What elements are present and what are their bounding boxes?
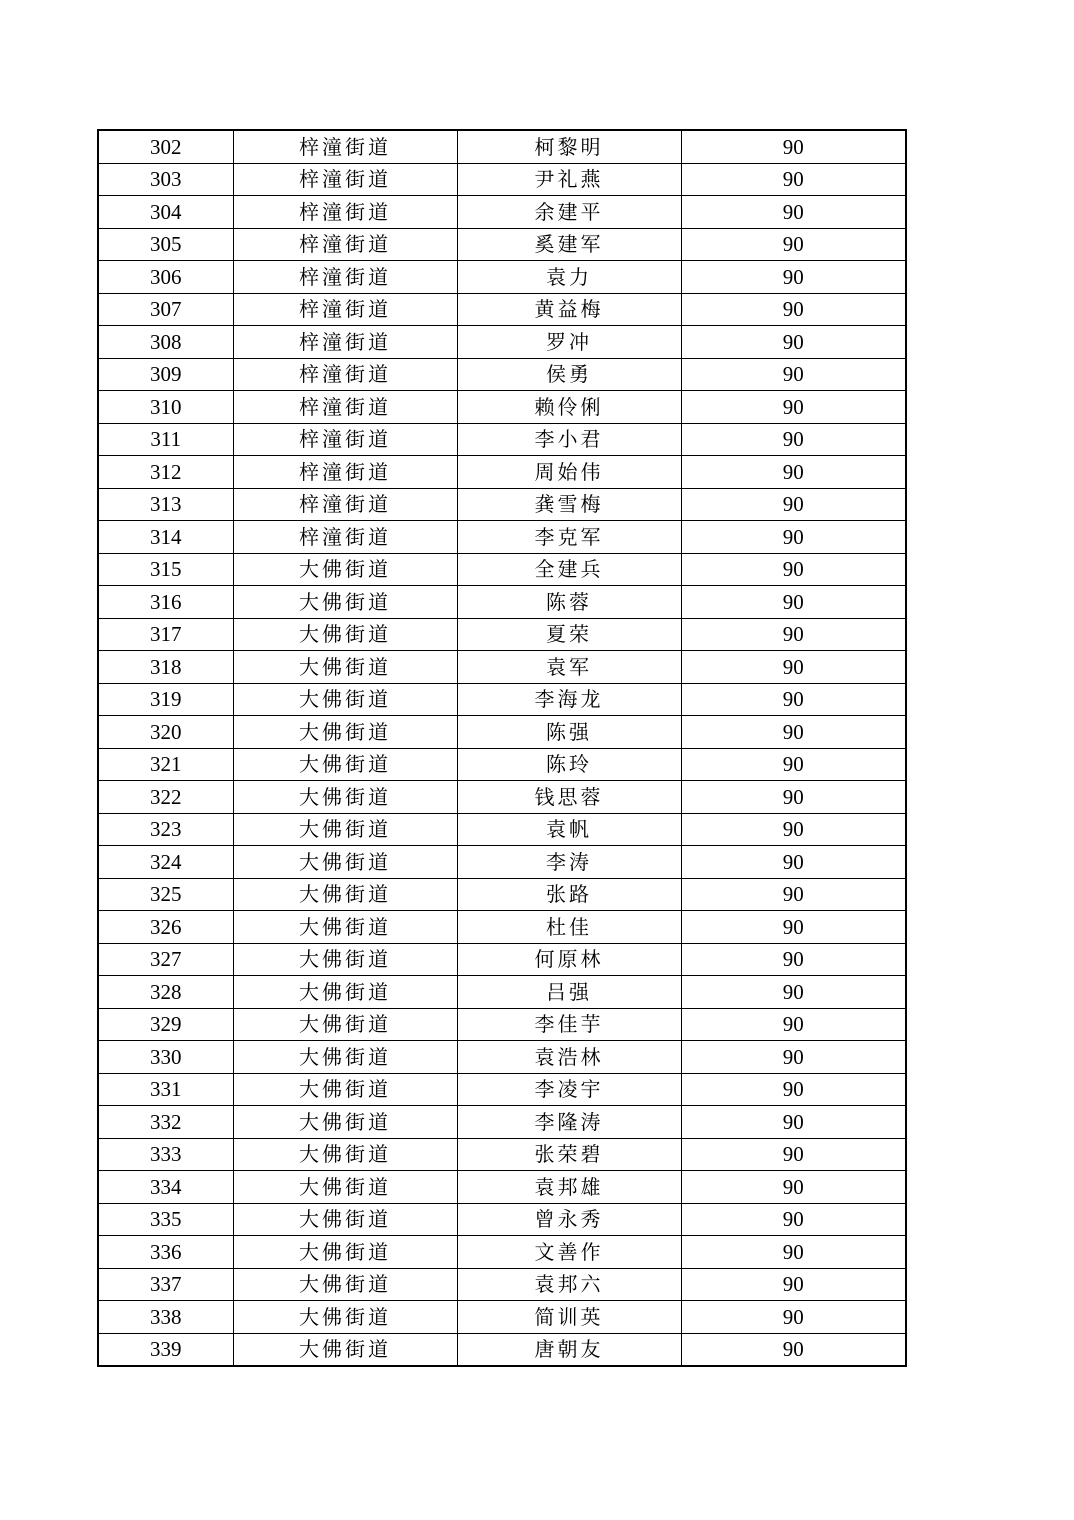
- score-cell: 90: [681, 1268, 906, 1301]
- person-name-cell: 曾永秀: [457, 1203, 681, 1236]
- person-name-cell: 简训英: [457, 1301, 681, 1334]
- row-number-cell: 305: [98, 228, 233, 261]
- row-number-cell: 329: [98, 1008, 233, 1041]
- street-cell: 大佛街道: [233, 748, 457, 781]
- person-name-cell: 袁邦六: [457, 1268, 681, 1301]
- person-name-cell: 钱思蓉: [457, 781, 681, 814]
- street-cell: 大佛街道: [233, 1073, 457, 1106]
- street-cell: 大佛街道: [233, 1041, 457, 1074]
- person-name-cell: 袁帆: [457, 813, 681, 846]
- score-cell: 90: [681, 1171, 906, 1204]
- street-cell: 大佛街道: [233, 813, 457, 846]
- person-name-cell: 罗冲: [457, 326, 681, 359]
- score-cell: 90: [681, 196, 906, 229]
- person-name-cell: 侯勇: [457, 358, 681, 391]
- row-number-cell: 311: [98, 423, 233, 456]
- row-number-cell: 304: [98, 196, 233, 229]
- roster-table: [97, 129, 907, 1367]
- row-number-cell: 306: [98, 261, 233, 294]
- table-row: [98, 358, 906, 391]
- person-name-cell: 袁浩林: [457, 1041, 681, 1074]
- score-cell: 90: [681, 228, 906, 261]
- table-row: [98, 943, 906, 976]
- street-cell: 大佛街道: [233, 1333, 457, 1366]
- row-number-cell: 339: [98, 1333, 233, 1366]
- person-name-cell: 周始伟: [457, 456, 681, 489]
- score-cell: 90: [681, 651, 906, 684]
- table-row: [98, 196, 906, 229]
- roster-table-body: [98, 130, 906, 1366]
- row-number-cell: 330: [98, 1041, 233, 1074]
- table-row: [98, 683, 906, 716]
- score-cell: 90: [681, 326, 906, 359]
- row-number-cell: 309: [98, 358, 233, 391]
- street-cell: 大佛街道: [233, 683, 457, 716]
- street-cell: 大佛街道: [233, 911, 457, 944]
- person-name-cell: 李涛: [457, 846, 681, 879]
- person-name-cell: 赖伶俐: [457, 391, 681, 424]
- row-number-cell: 324: [98, 846, 233, 879]
- street-cell: 大佛街道: [233, 586, 457, 619]
- person-name-cell: 柯黎明: [457, 130, 681, 163]
- street-cell: 大佛街道: [233, 878, 457, 911]
- street-cell: 梓潼街道: [233, 423, 457, 456]
- score-cell: 90: [681, 1138, 906, 1171]
- person-name-cell: 李隆涛: [457, 1106, 681, 1139]
- street-cell: 大佛街道: [233, 618, 457, 651]
- table-row: [98, 1333, 906, 1366]
- row-number-cell: 312: [98, 456, 233, 489]
- score-cell: 90: [681, 456, 906, 489]
- score-cell: 90: [681, 293, 906, 326]
- person-name-cell: 袁邦雄: [457, 1171, 681, 1204]
- row-number-cell: 315: [98, 553, 233, 586]
- row-number-cell: 302: [98, 130, 233, 163]
- score-cell: 90: [681, 521, 906, 554]
- street-cell: 梓潼街道: [233, 358, 457, 391]
- street-cell: 大佛街道: [233, 1236, 457, 1269]
- score-cell: 90: [681, 163, 906, 196]
- street-cell: 大佛街道: [233, 1138, 457, 1171]
- row-number-cell: 336: [98, 1236, 233, 1269]
- score-cell: 90: [681, 553, 906, 586]
- person-name-cell: 余建平: [457, 196, 681, 229]
- street-cell: 梓潼街道: [233, 130, 457, 163]
- score-cell: 90: [681, 683, 906, 716]
- street-cell: 梓潼街道: [233, 196, 457, 229]
- table-row: [98, 651, 906, 684]
- table-row: [98, 586, 906, 619]
- table-row: [98, 228, 906, 261]
- person-name-cell: 袁力: [457, 261, 681, 294]
- street-cell: 大佛街道: [233, 943, 457, 976]
- score-cell: 90: [681, 911, 906, 944]
- table-row: [98, 1106, 906, 1139]
- row-number-cell: 316: [98, 586, 233, 619]
- person-name-cell: 李海龙: [457, 683, 681, 716]
- score-cell: 90: [681, 1106, 906, 1139]
- person-name-cell: 黄益梅: [457, 293, 681, 326]
- person-name-cell: 张荣碧: [457, 1138, 681, 1171]
- person-name-cell: 夏荣: [457, 618, 681, 651]
- score-cell: 90: [681, 423, 906, 456]
- table-row: [98, 813, 906, 846]
- table-row: [98, 326, 906, 359]
- table-row: [98, 1171, 906, 1204]
- score-cell: 90: [681, 618, 906, 651]
- row-number-cell: 322: [98, 781, 233, 814]
- score-cell: 90: [681, 943, 906, 976]
- person-name-cell: 吕强: [457, 976, 681, 1009]
- street-cell: 大佛街道: [233, 1301, 457, 1334]
- row-number-cell: 332: [98, 1106, 233, 1139]
- street-cell: 梓潼街道: [233, 163, 457, 196]
- street-cell: 大佛街道: [233, 846, 457, 879]
- person-name-cell: 奚建军: [457, 228, 681, 261]
- row-number-cell: 318: [98, 651, 233, 684]
- table-row: [98, 1236, 906, 1269]
- row-number-cell: 319: [98, 683, 233, 716]
- score-cell: 90: [681, 781, 906, 814]
- row-number-cell: 335: [98, 1203, 233, 1236]
- table-row: [98, 1301, 906, 1334]
- row-number-cell: 320: [98, 716, 233, 749]
- score-cell: 90: [681, 358, 906, 391]
- table-row: [98, 846, 906, 879]
- person-name-cell: 龚雪梅: [457, 488, 681, 521]
- row-number-cell: 331: [98, 1073, 233, 1106]
- row-number-cell: 327: [98, 943, 233, 976]
- score-cell: 90: [681, 1008, 906, 1041]
- table-row: [98, 878, 906, 911]
- person-name-cell: 陈蓉: [457, 586, 681, 619]
- row-number-cell: 328: [98, 976, 233, 1009]
- table-row: [98, 1268, 906, 1301]
- person-name-cell: 李小君: [457, 423, 681, 456]
- street-cell: 大佛街道: [233, 1008, 457, 1041]
- street-cell: 梓潼街道: [233, 293, 457, 326]
- table-row: [98, 781, 906, 814]
- score-cell: 90: [681, 716, 906, 749]
- person-name-cell: 李克军: [457, 521, 681, 554]
- street-cell: 梓潼街道: [233, 456, 457, 489]
- person-name-cell: 李凌宇: [457, 1073, 681, 1106]
- score-cell: 90: [681, 1236, 906, 1269]
- table-row: [98, 163, 906, 196]
- row-number-cell: 313: [98, 488, 233, 521]
- table-row: [98, 456, 906, 489]
- score-cell: 90: [681, 130, 906, 163]
- street-cell: 大佛街道: [233, 716, 457, 749]
- street-cell: 大佛街道: [233, 976, 457, 1009]
- row-number-cell: 326: [98, 911, 233, 944]
- person-name-cell: 文善作: [457, 1236, 681, 1269]
- table-row: [98, 911, 906, 944]
- row-number-cell: 317: [98, 618, 233, 651]
- table-row: [98, 261, 906, 294]
- street-cell: 大佛街道: [233, 1106, 457, 1139]
- street-cell: 大佛街道: [233, 1171, 457, 1204]
- row-number-cell: 338: [98, 1301, 233, 1334]
- score-cell: 90: [681, 748, 906, 781]
- table-row: [98, 1041, 906, 1074]
- score-cell: 90: [681, 846, 906, 879]
- table-row: [98, 521, 906, 554]
- table-row: [98, 976, 906, 1009]
- street-cell: 大佛街道: [233, 651, 457, 684]
- score-cell: 90: [681, 391, 906, 424]
- row-number-cell: 334: [98, 1171, 233, 1204]
- table-row: [98, 716, 906, 749]
- row-number-cell: 310: [98, 391, 233, 424]
- street-cell: 梓潼街道: [233, 228, 457, 261]
- score-cell: 90: [681, 1073, 906, 1106]
- row-number-cell: 337: [98, 1268, 233, 1301]
- street-cell: 大佛街道: [233, 1268, 457, 1301]
- table-row: [98, 1008, 906, 1041]
- table-row: [98, 293, 906, 326]
- table-row: [98, 1073, 906, 1106]
- score-cell: 90: [681, 1333, 906, 1366]
- street-cell: 梓潼街道: [233, 521, 457, 554]
- table-row: [98, 553, 906, 586]
- row-number-cell: 307: [98, 293, 233, 326]
- score-cell: 90: [681, 586, 906, 619]
- score-cell: 90: [681, 1301, 906, 1334]
- street-cell: 梓潼街道: [233, 391, 457, 424]
- person-name-cell: 杜佳: [457, 911, 681, 944]
- row-number-cell: 314: [98, 521, 233, 554]
- person-name-cell: 袁军: [457, 651, 681, 684]
- table-row: [98, 130, 906, 163]
- street-cell: 梓潼街道: [233, 261, 457, 294]
- person-name-cell: 李佳芋: [457, 1008, 681, 1041]
- table-row: [98, 618, 906, 651]
- row-number-cell: 333: [98, 1138, 233, 1171]
- street-cell: 梓潼街道: [233, 326, 457, 359]
- street-cell: 大佛街道: [233, 781, 457, 814]
- person-name-cell: 全建兵: [457, 553, 681, 586]
- score-cell: 90: [681, 261, 906, 294]
- row-number-cell: 303: [98, 163, 233, 196]
- person-name-cell: 陈强: [457, 716, 681, 749]
- street-cell: 大佛街道: [233, 553, 457, 586]
- row-number-cell: 325: [98, 878, 233, 911]
- street-cell: 梓潼街道: [233, 488, 457, 521]
- score-cell: 90: [681, 976, 906, 1009]
- table-row: [98, 423, 906, 456]
- table-row: [98, 1138, 906, 1171]
- row-number-cell: 321: [98, 748, 233, 781]
- table-row: [98, 488, 906, 521]
- person-name-cell: 唐朝友: [457, 1333, 681, 1366]
- score-cell: 90: [681, 878, 906, 911]
- score-cell: 90: [681, 1041, 906, 1074]
- person-name-cell: 尹礼燕: [457, 163, 681, 196]
- table-row: [98, 748, 906, 781]
- row-number-cell: 323: [98, 813, 233, 846]
- person-name-cell: 何原林: [457, 943, 681, 976]
- score-cell: 90: [681, 488, 906, 521]
- street-cell: 大佛街道: [233, 1203, 457, 1236]
- table-row: [98, 391, 906, 424]
- row-number-cell: 308: [98, 326, 233, 359]
- score-cell: 90: [681, 813, 906, 846]
- person-name-cell: 张路: [457, 878, 681, 911]
- person-name-cell: 陈玲: [457, 748, 681, 781]
- score-cell: 90: [681, 1203, 906, 1236]
- table-row: [98, 1203, 906, 1236]
